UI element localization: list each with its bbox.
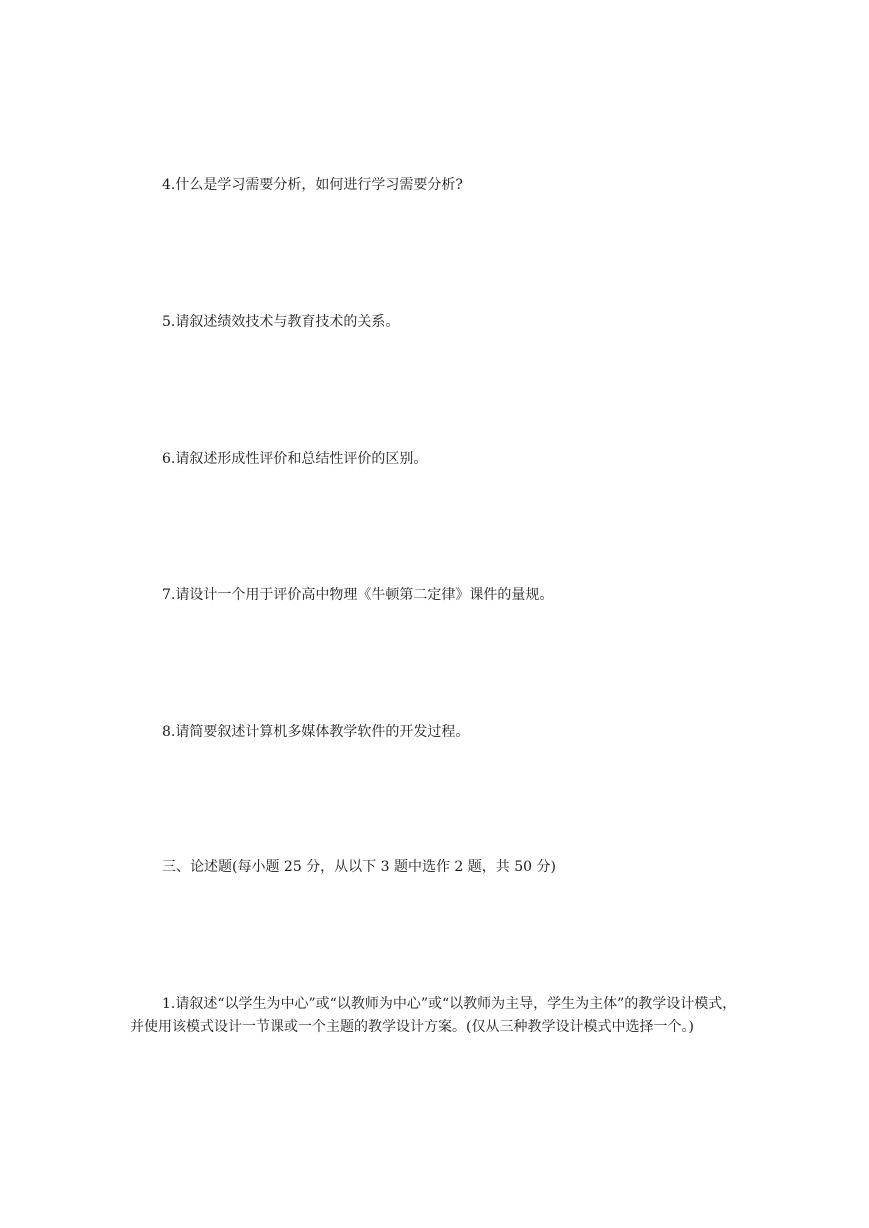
question-5: 5.请叙述绩效技术与教育技术的关系。 — [162, 314, 400, 330]
question-8: 8.请简要叙述计算机多媒体教学软件的开发过程。 — [162, 724, 470, 740]
question-4: 4.什么是学习需要分析，如何进行学习需要分析? — [162, 177, 463, 193]
section-3-heading: 三、论述题(每小题 25 分，从以下 3 题中选作 2 题，共 50 分) — [162, 859, 556, 875]
question-6: 6.请叙述形成性评价和总结性评价的区别。 — [162, 451, 428, 467]
question-7: 7.请设计一个用于评价高中物理《牛顿第二定律》课件的量规。 — [162, 587, 554, 603]
essay-question-1: 1.请叙述“以学生为中心”或“以教师为中心”或“以教师为主导，学生为主体”的教学设计模式，并使用该模式设计一节课或一个主题的教学设计方案。(仅从三种教学设计模式中选择一个。) — [130, 996, 737, 1035]
